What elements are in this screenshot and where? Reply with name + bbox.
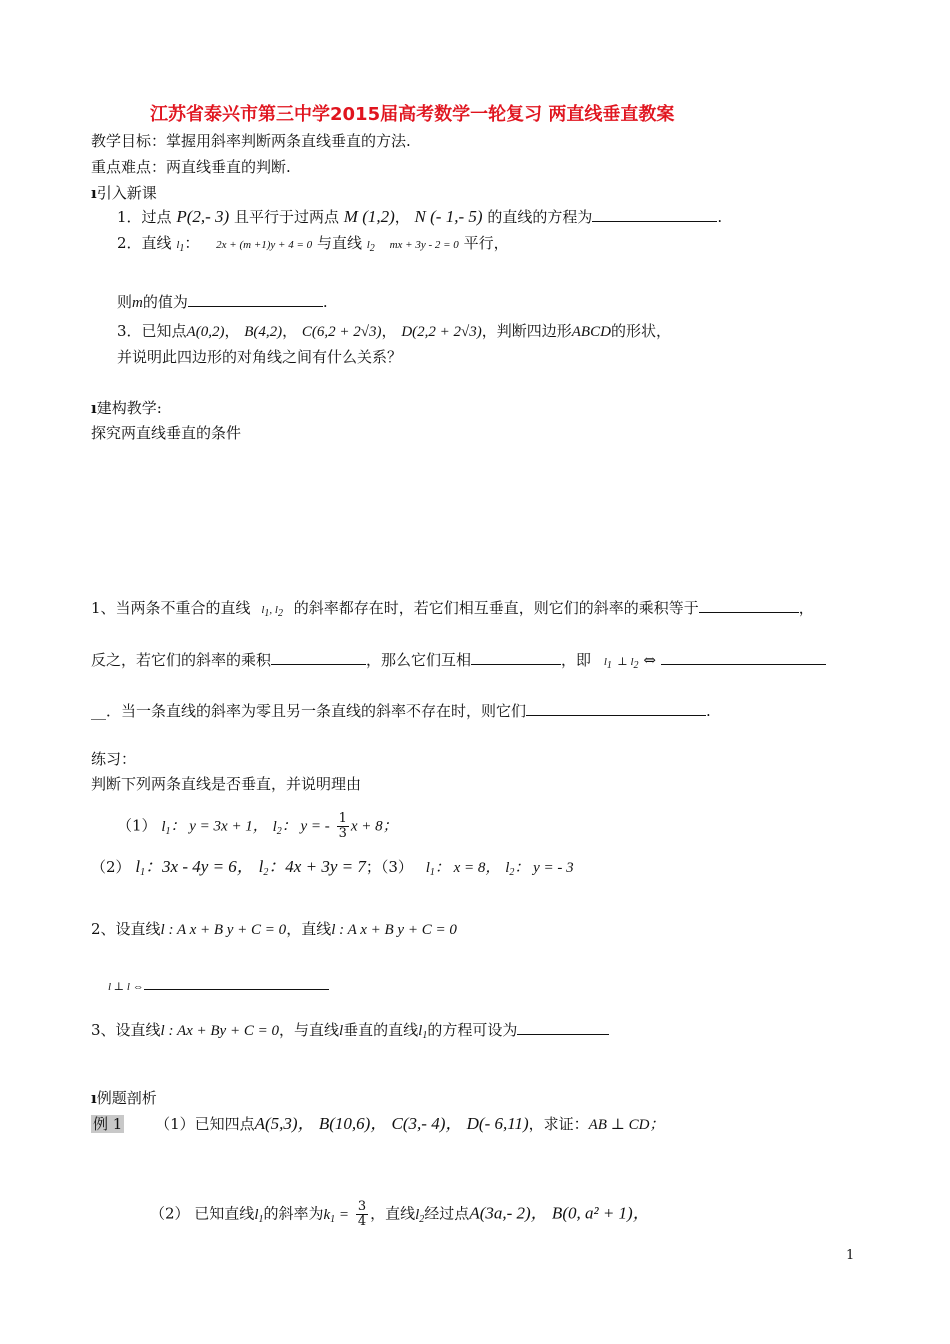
document-title: 江苏省泰兴市第三中学2015届高考数学一轮复习 两直线垂直教案 [150,104,675,125]
section-build: ı建构教学: [91,399,162,417]
question-3-line2: 并说明此四边形的对角线之间有什么关系？ [117,348,403,366]
practice-heading: 练习： [91,750,137,768]
example-1-part-1: 例 1 （1）已知四点A(5,3)， B(10,6)， C(3,- 4)， D(- 6,11)，求证：AB ⊥ CD； [93,1114,665,1133]
question-2: 2．直线 l1： 2x + (m +1)y + 4 = 0 与直线 l2 mx + 3y - 2 = 0 平行， [117,234,509,254]
exercise-1: （1） $l_1$： y = 3x + 1， $l_2$： y = - $\frac{1}{3}$ x + 8； [117,811,398,841]
perpendicular-line-form: 3、设直线l : Ax + By + C = 0，与直线l垂直的直线$l_1$的方程可设为 [91,1020,609,1046]
question-2-line2: 则m的值为 . [117,293,328,311]
question-1: 1．过点 P(2,- 3) 且平行于过两点 M (1,2)， N (- 1,- 5) 的直线的方程为 . [117,207,723,226]
page-number: 1 [846,1248,855,1263]
exercise-2-3: （2） $l_1$：3x - 4y = 6， $l_2$：4x + 3y = 7；（3） $l_1$： x = 8， $l_2$： y = - 3 [91,857,574,878]
general-form-lines: 2、设直线l : A x + B y + C = 0，直线l : A x + B y + C = 0 [91,920,457,938]
perpendicular-condition-2: 反之，若它们的斜率的乘积 ，那么它们互相 ，即 l1 ⊥ l2 ⇔ [91,650,826,676]
section-intro: ı引入新课 [91,184,157,202]
practice-question: 判断下列两条直线是否垂直，并说明理由 [91,775,362,793]
teaching-goal: 教学目标：掌握用斜率判断两条直线垂直的方法. [91,132,411,150]
question-3: 3．已知点A(0,2)， B(4,2)， C(6,2 + 2√3)， D(2,2 + 2√3)，判断四边形ABCD的形状， [117,322,671,340]
example-label: 例 1 [93,1115,123,1133]
explore-heading: 探究两直线垂直的条件 [91,424,242,442]
section-example: ı例题剖析 [91,1089,157,1107]
key-difficulty: 重点难点：两直线垂直的判断. [91,158,291,176]
perpendicular-condition-1: 1、当两条不重合的直线 l1, l2 的斜率都存在时，若它们相互垂直，则它们的斜率的乘积等于 ， [91,599,814,619]
perpendicular-condition-3: __．当一条直线的斜率为零且另一条直线的斜率不存在时，则它们 . [91,702,711,720]
general-form-condition: l ⊥ l ⇔ [108,975,329,997]
example-1-part-2: （2） 已知直线$l_1$的斜率为$k_1$ = $\frac{3}{4}$ ，直线$l_2$经过点A(3a,- 2)， B(0, a² + 1)， [150,1199,650,1229]
